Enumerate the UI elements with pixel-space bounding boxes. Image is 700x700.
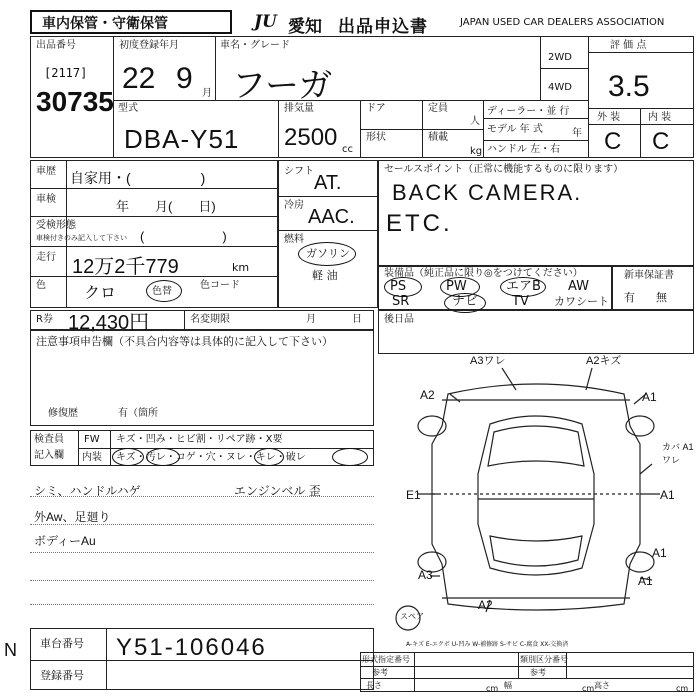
association-name-en: JAPAN USED CAR DEALERS ASSOCIATION: [460, 17, 665, 28]
inspector-note-3: ボディーAu: [34, 534, 96, 548]
damage-label-a3-rear: A3: [418, 568, 433, 582]
car-cabin-outline: [478, 416, 594, 575]
4wd-option: 4WD: [548, 82, 572, 93]
mileage-unit: km: [232, 261, 250, 274]
2wd-option: 2WD: [548, 52, 572, 63]
model-year-unit: 年: [572, 128, 582, 139]
length-unit: cm: [486, 684, 499, 693]
frame-number-sub: 参考: [372, 668, 388, 677]
equipment-ps: PS: [390, 279, 407, 294]
later-date-block: [378, 310, 694, 354]
color-code-label: 色コード: [200, 280, 240, 291]
inspection-label: 車検: [36, 194, 56, 205]
aircon-label: 冷房: [284, 200, 304, 211]
damage-label-a2-rear: A2: [478, 598, 493, 612]
handle-label: ハンドル 左・右: [487, 144, 561, 155]
lot-bracket-number: [2117]: [44, 66, 88, 80]
width-label: 幅: [504, 681, 512, 690]
load-unit: kg: [470, 146, 483, 157]
margin-mark: N: [4, 640, 17, 660]
interior-circle-3: [254, 448, 284, 466]
form-title: 出品申込書: [338, 17, 428, 37]
equipment-seat: カワシート: [554, 295, 609, 308]
mileage-value: 12万2千779: [72, 256, 179, 278]
capacity-label: 定員: [428, 103, 448, 114]
inspector-note-2: 外Aw、足廻り: [34, 510, 111, 524]
equipment-airbag: エアB: [506, 279, 541, 294]
fw-label: FW: [84, 434, 100, 445]
registration-year: 22: [122, 62, 156, 95]
repair-history-value: 有（箇所: [118, 408, 158, 419]
damage-label-a1-right-center: A1: [660, 488, 675, 502]
shift-value: AT.: [314, 172, 342, 194]
storage-stamp: [30, 10, 232, 34]
inspector-label-bottom: 記入欄: [34, 450, 64, 461]
load-label: 積載: [428, 132, 448, 143]
conversion-value: ( ): [140, 229, 227, 244]
color-change-label: 色替: [152, 286, 172, 297]
interior-inspect-items: キズ・汚レ・コゲ・穴・ヌレ・キレ・破レ: [116, 452, 306, 463]
aircon-value: AAC.: [308, 206, 355, 228]
interior-circle-1: [112, 448, 144, 466]
rear-window: [490, 536, 582, 566]
evaluation-score: 3.5: [608, 70, 650, 103]
sales-point-label: セールスポイント（正常に機能するものに限ります）: [384, 164, 624, 175]
chassis-label: 車台番号: [40, 637, 84, 650]
displacement-unit: cc: [342, 144, 353, 155]
damage-label-front-left: A3ワレ: [470, 355, 506, 367]
fuel-gasoline: ガソリン: [306, 247, 350, 260]
shift-label: シフト: [284, 166, 314, 177]
history-value: 自家用・( ): [70, 170, 206, 186]
dealer-label: ディーラー・並 行: [487, 106, 570, 117]
fw-items: キズ・凹み・ヒビ割・リペア跡・X要: [116, 434, 283, 445]
car-name: フーガ: [232, 67, 333, 105]
mileage-label: 走行: [36, 252, 56, 263]
type-number-label: 類別区分番号: [520, 655, 568, 664]
width-unit: cm: [582, 684, 595, 693]
inspector-label-top: 検査員: [34, 434, 64, 445]
sales-point-line1: BACK CAMERA.: [392, 180, 583, 205]
inspection-value: 年 月( 日): [116, 199, 216, 214]
recycle-label: R券: [36, 314, 53, 325]
color-label: 色: [36, 280, 46, 291]
first-registration-label: 初度登録年月: [119, 40, 179, 51]
damage-legend: A-キズ E-エクボ U-凹み W-補修跡 S-サビ C-腐食 XX-交換済: [406, 641, 569, 648]
displacement-value: 2500: [284, 124, 338, 151]
rear-right-wheel: [626, 552, 654, 572]
length-label: 長さ: [366, 681, 382, 690]
displacement-label: 排気量: [284, 103, 314, 114]
equipment-grid: [384, 280, 610, 310]
damage-label-a1-upper-right: A1: [642, 390, 657, 404]
history-label: 車歴: [36, 166, 56, 177]
interior-inspect-label: 内装: [82, 452, 102, 463]
lot-number-label: 出品番号: [36, 40, 76, 51]
equipment-ps-circle: [384, 277, 422, 297]
lot-number: 30735: [36, 86, 114, 117]
equipment-sr: SR: [392, 294, 410, 309]
notes-label: 注意事項申告欄（不具合内容等は具体的に記入して下さい）: [36, 335, 333, 348]
interior-grade: C: [652, 128, 670, 155]
exterior-grade: C: [604, 128, 622, 155]
color-change-circle: [146, 280, 182, 302]
warranty-yes: 有: [624, 291, 635, 304]
equipment-airbag-circle: [500, 277, 546, 297]
warranty-no: 無: [656, 291, 667, 304]
damage-label-a1-rear-right: A1: [638, 574, 653, 588]
title-deadline-day: 日: [352, 314, 362, 325]
registration-month-unit: 月: [202, 88, 212, 99]
spare-label: スペア: [400, 612, 424, 621]
damage-label-a1-right-low: A1: [652, 546, 667, 560]
inspector-note-1a: シミ、ハンドルハゲ: [34, 484, 141, 498]
shape-label: 形状: [366, 132, 386, 143]
repair-history-label: 修復歴: [48, 408, 78, 419]
damage-label-a2-left: A2: [420, 388, 435, 402]
doors-label: ドア: [366, 103, 386, 114]
color-value: クロ: [84, 285, 117, 302]
interior-circle-2: [146, 448, 180, 466]
damage-label-front-right: A2キズ: [586, 355, 622, 367]
fuel-gasoline-circle: [298, 242, 356, 266]
chassis-number: Y51-106046: [116, 634, 267, 661]
car-body-outline: [432, 384, 640, 610]
conversion-label: 受検形態: [36, 220, 76, 231]
exterior-label: 外 装: [597, 112, 621, 123]
model-year-label: モデル 年 式: [487, 124, 543, 135]
association-name-ja: 愛知: [288, 17, 322, 37]
windshield: [488, 426, 584, 466]
damage-label-e1: E1: [406, 488, 421, 502]
interior-label: 内 装: [648, 112, 672, 123]
conversion-note: 車検付きのみ記入して下さい: [36, 234, 127, 242]
warranty-label: 新車保証書: [624, 270, 674, 281]
recycle-value: 12,430円: [68, 312, 150, 334]
height-label: 高さ: [594, 681, 610, 690]
equipment-aw: AW: [568, 279, 590, 294]
inspector-note-1b: エンジンベル 歪: [234, 484, 321, 498]
plate-label: 登録番号: [40, 669, 84, 682]
title-deadline-label: 名変期限: [190, 314, 230, 325]
frame-number-label: 形式指定番号: [362, 655, 410, 664]
sales-point-line2: ETC.: [386, 210, 453, 237]
storage-stamp-text: 車内保管・守衛保管: [42, 16, 168, 32]
later-date-label: 後日品: [384, 314, 414, 325]
model-value: DBA-Y51: [124, 124, 240, 154]
type-number-sub: 参考: [530, 668, 546, 677]
model-label: 型式: [118, 103, 138, 114]
fuel-label: 燃料: [284, 234, 304, 245]
equipment-navi: ナビ: [452, 294, 479, 309]
registration-month: 9: [176, 62, 193, 95]
interior-circle-4: [332, 448, 368, 466]
fuel-diesel: 軽 油: [312, 269, 338, 282]
evaluation-label: 評 価 点: [610, 40, 647, 51]
ju-logo: JU: [254, 12, 277, 32]
capacity-unit: 人: [470, 116, 480, 127]
damage-label-right-mid: カバ A1ワレ: [662, 442, 694, 465]
title-deadline-month: 月: [306, 314, 316, 325]
height-unit: cm: [676, 684, 689, 693]
car-name-label: 車名・グレード: [220, 40, 290, 51]
equipment-tv: TV: [512, 294, 529, 309]
equipment-pw: PW: [446, 279, 467, 294]
equipment-label: 装備品（純正品に限り◎をつけてください）: [384, 268, 583, 279]
